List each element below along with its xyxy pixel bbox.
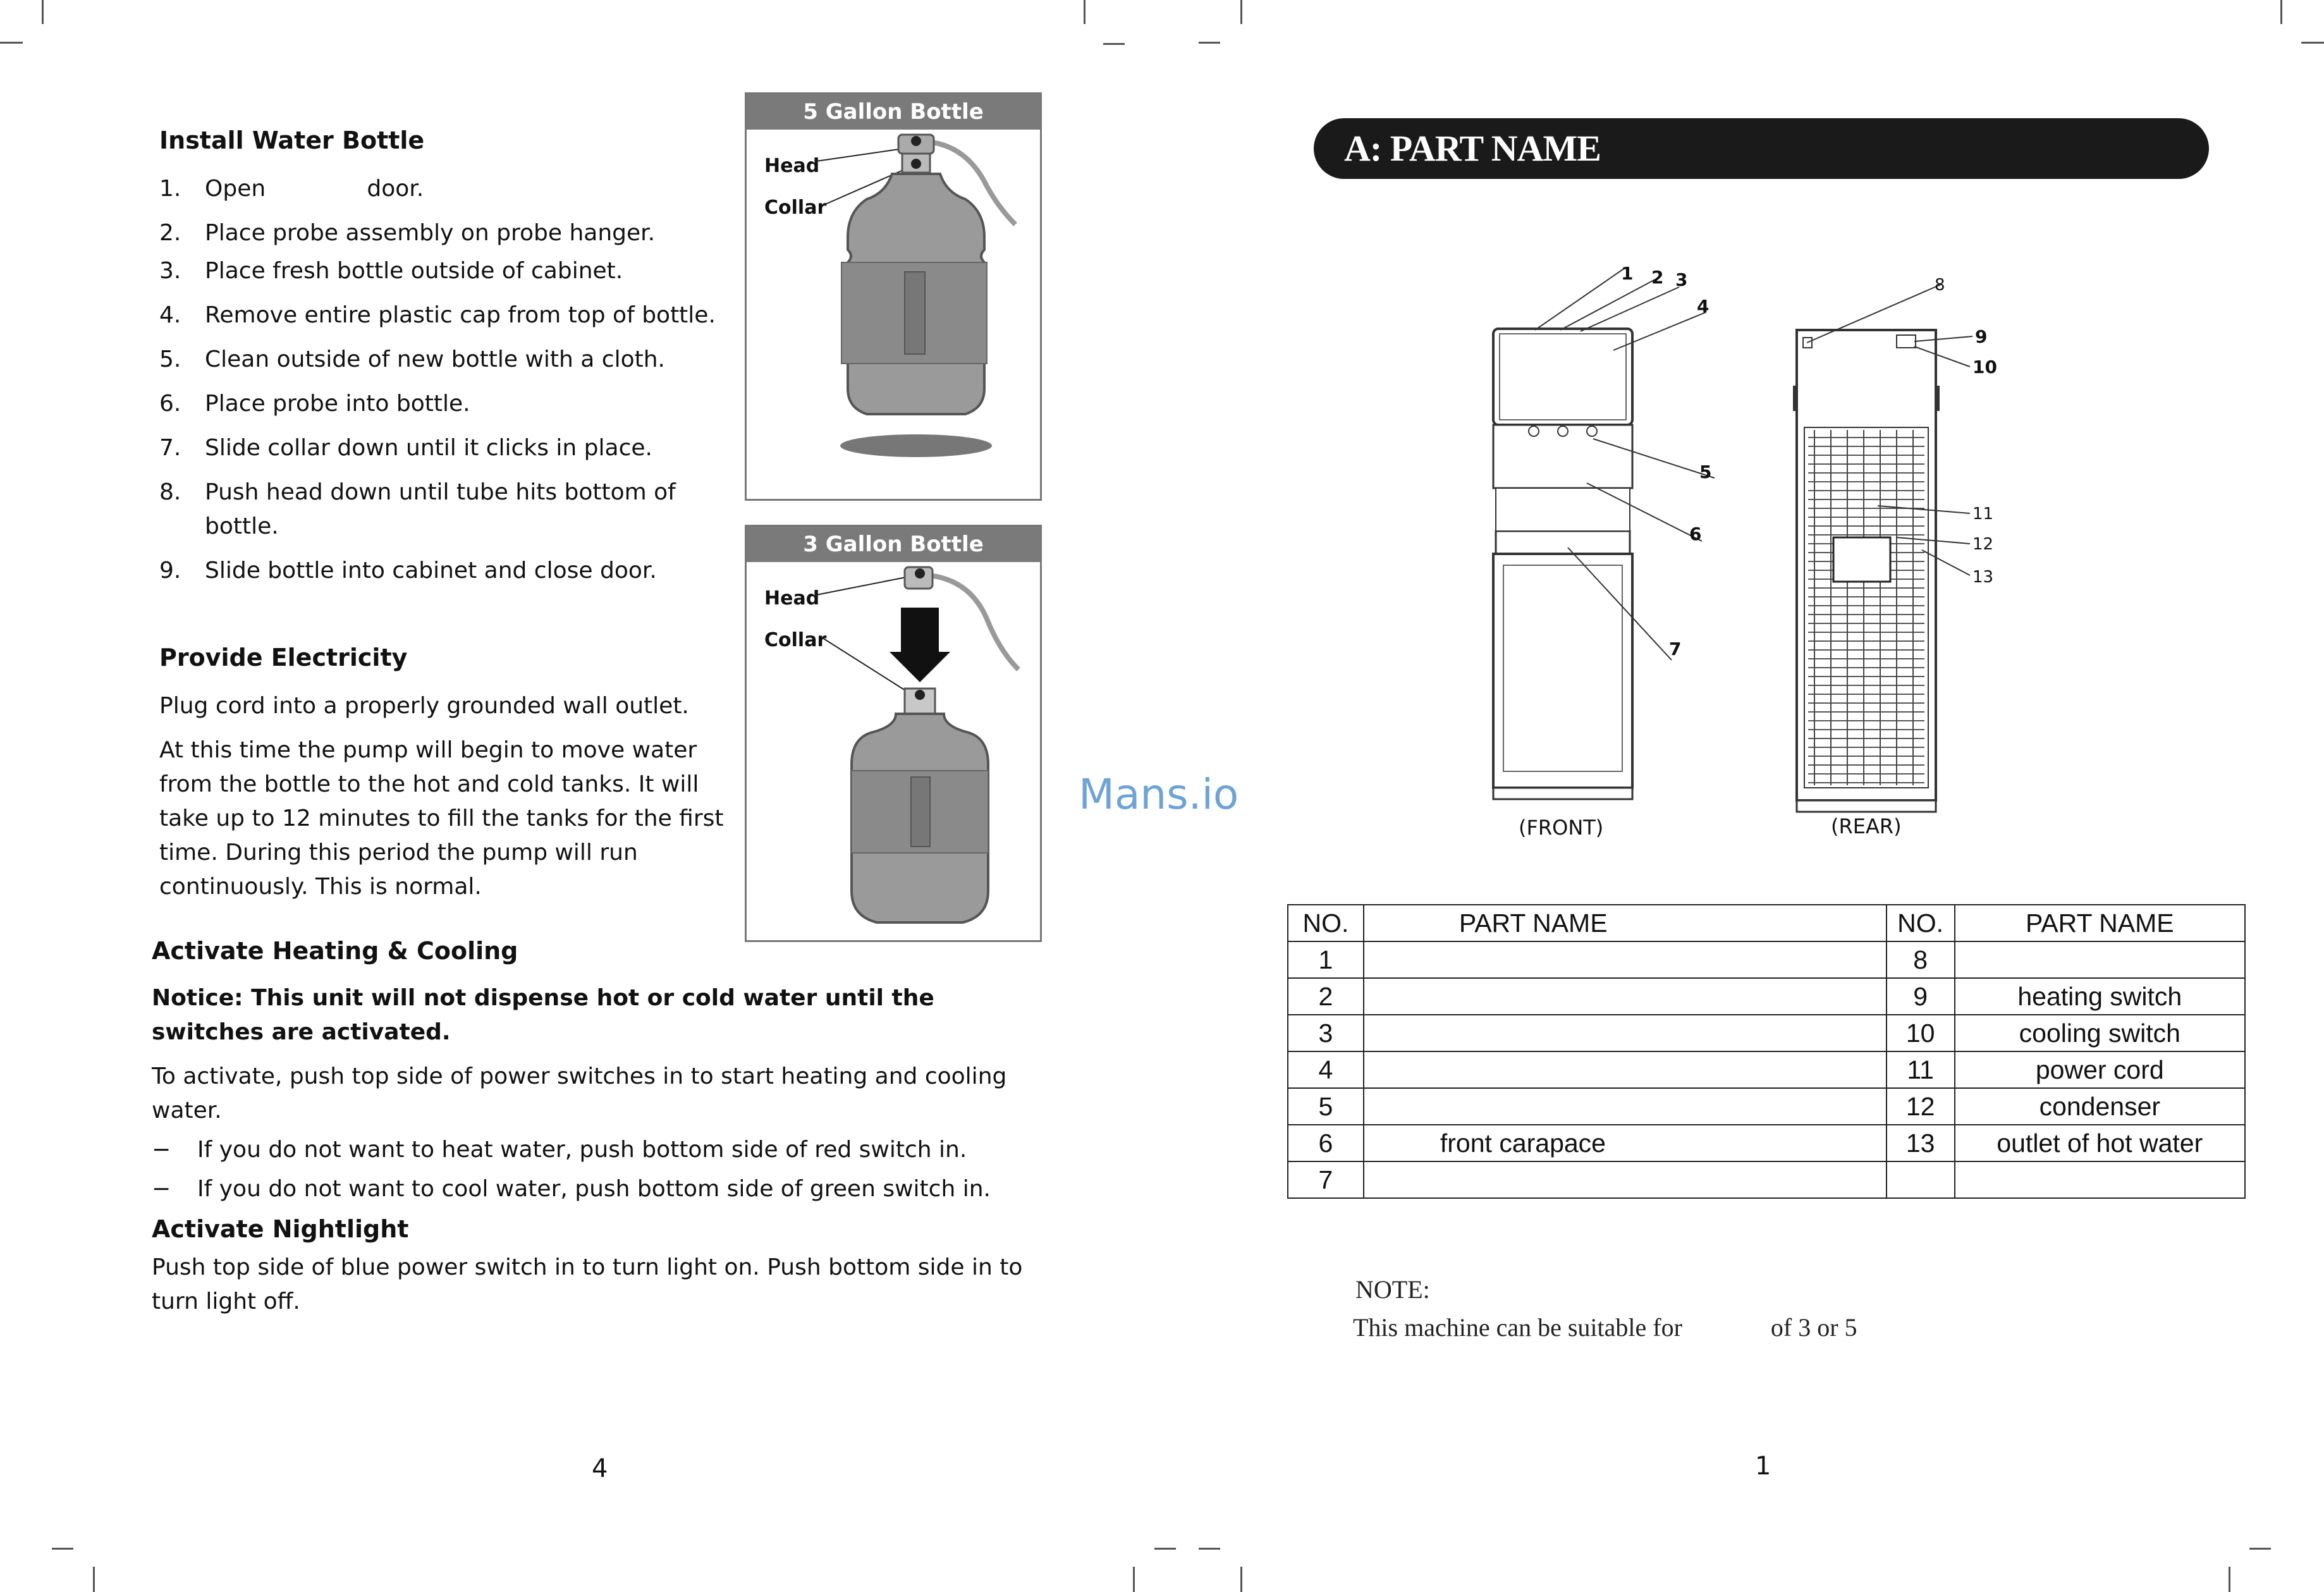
crop-mark [1133, 1567, 1135, 1592]
watermark: Mans.io [1079, 770, 1239, 819]
crop-mark [93, 1567, 95, 1592]
step-text: Place probe into bottle. [205, 391, 470, 417]
crop-mark [1154, 1548, 1176, 1550]
cell-no: 2 [1288, 978, 1364, 1015]
five-gallon-bottle-illustration [747, 130, 1040, 496]
table-row [1288, 1051, 2245, 1088]
cell-no: 6 [1288, 1125, 1364, 1161]
electricity-line1: Plug cord into a properly grounded wall outlet. [159, 693, 689, 719]
crop-mark [2280, 0, 2282, 24]
callout-label: 10 [1972, 357, 1997, 377]
three-gallon-bottle-illustration [747, 562, 1040, 938]
page-number-left: 4 [592, 1454, 608, 1483]
step-text: Slide collar down until it clicks in place. [205, 435, 652, 461]
part-name-banner [1314, 118, 2209, 179]
callout-label: 5 [1699, 462, 1712, 482]
banner-title: A: PART NAME [1344, 128, 1601, 169]
cell-name [1955, 941, 2245, 978]
cell-name [1364, 1088, 1887, 1125]
cell-no: 10 [1887, 1015, 1955, 1051]
cell-name [1955, 1161, 2245, 1198]
step-text: Push head down until tube hits bottom of bottle. [205, 479, 676, 539]
cell-no: 1 [1288, 941, 1364, 978]
callout-label: 12 [1972, 535, 1994, 554]
table-row [1288, 941, 2245, 978]
panel-3-gallon-title: 3 Gallon Bottle [747, 527, 1040, 562]
table-row [1288, 1125, 2245, 1161]
cell-no: 9 [1887, 978, 1955, 1015]
nightlight-body: Push top side of blue power switch in to turn light on. Push bottom side in to turn light off. [152, 1254, 1023, 1314]
table-row [1288, 1161, 2245, 1198]
crop-mark [1240, 1567, 1242, 1592]
cell-no: 5 [1288, 1088, 1364, 1125]
cell-name: heating switch [1955, 978, 2245, 1015]
step-text: Place fresh bottle outside of cabinet. [205, 258, 623, 284]
cell-no: 13 [1887, 1125, 1955, 1161]
step-number: 3. [159, 258, 181, 284]
cell-name [1364, 1051, 1887, 1088]
crop-mark [1103, 43, 1125, 45]
panel-5-gallon [745, 92, 1042, 501]
electricity-heading: Provide Electricity [159, 644, 408, 671]
header-no: NO. [1288, 905, 1364, 941]
step-text: Remove entire plastic cap from top of bottle. [205, 302, 716, 328]
heating-notice: Notice: This unit will not dispense hot or cold water until the switches are activated. [152, 985, 934, 1045]
head-label: Head [764, 587, 820, 609]
bullet-text: If you do not want to cool water, push bottom side of green switch in. [197, 1176, 991, 1202]
callout-label: 11 [1972, 505, 1994, 524]
crop-mark [1199, 1548, 1220, 1550]
cell-no: 7 [1288, 1161, 1364, 1198]
step-text: Place probe assembly on probe hanger. [205, 220, 656, 246]
callout-label: 1 [1621, 263, 1634, 284]
table-row [1288, 1015, 2245, 1051]
cell-name: power cord [1955, 1051, 2245, 1088]
crop-mark [42, 0, 44, 24]
crop-mark [1240, 0, 1242, 24]
collar-label: Collar [764, 197, 827, 219]
heating-heading: Activate Heating & Cooling [152, 937, 518, 965]
cell-name [1364, 978, 1887, 1015]
front-label: (FRONT) [1519, 816, 1604, 840]
cell-no: 12 [1887, 1088, 1955, 1125]
bullet-text: If you do not want to heat water, push bottom side of red switch in. [197, 1137, 967, 1163]
cell-no: 4 [1288, 1051, 1364, 1088]
table-row [1288, 978, 2245, 1015]
step-number: 2. [159, 220, 181, 246]
nightlight-heading: Activate Nightlight [152, 1215, 409, 1243]
cell-name: cooling switch [1955, 1015, 2245, 1051]
callout-label: 6 [1689, 524, 1702, 544]
step-text: Slide bottle into cabinet and close door. [205, 558, 657, 584]
panel-5-gallon-title: 5 Gallon Bottle [747, 94, 1040, 130]
cell-no: 3 [1288, 1015, 1364, 1051]
step-text: Clean outside of new bottle with a cloth. [205, 346, 665, 372]
cell-no [1887, 1161, 1955, 1198]
front-view-diagram [1467, 259, 1745, 816]
step-number: 7. [159, 435, 181, 461]
collar-label: Collar [764, 629, 827, 651]
panel-3-gallon [745, 525, 1042, 942]
cell-no: 8 [1887, 941, 1955, 978]
crop-mark [2229, 1567, 2230, 1592]
step-number: 9. [159, 558, 181, 584]
cell-name: front carapace [1364, 1125, 1887, 1161]
step-number: 4. [159, 302, 181, 328]
crop-mark [2249, 1548, 2271, 1550]
callout-label: 9 [1975, 326, 1988, 347]
cell-name: condenser [1955, 1088, 2245, 1125]
step-number: 5. [159, 346, 181, 372]
electricity-paragraph: At this time the pump will begin to move water from the bottle to the hot and cold tanks. It will take up to 12 minutes to fill the tanks for the first time. During this period the pump will run continuously. This is normal. [159, 737, 724, 900]
header-part-name: PART NAME [1955, 905, 2245, 941]
step-number: 6. [159, 391, 181, 417]
head-label: Head [764, 155, 820, 177]
heating-body: To activate, push top side of power switches in to start heating and cooling water. [152, 1063, 1007, 1124]
header-no: NO. [1887, 905, 1955, 941]
crop-mark [2301, 42, 2324, 44]
step-text: Open door. [205, 176, 424, 202]
bullet-mark: − [152, 1137, 171, 1163]
crop-mark [0, 42, 23, 44]
callout-label: 8 [1935, 276, 1945, 295]
table-row [1288, 1088, 2245, 1125]
crop-mark [52, 1548, 73, 1550]
note-label: NOTE: [1355, 1275, 1430, 1304]
step-item [159, 475, 716, 545]
parts-table [1287, 904, 2246, 1199]
cell-name: outlet of hot water [1955, 1125, 2245, 1161]
note-text: This machine can be suitable for of 3 or 5 [1353, 1313, 1857, 1342]
cell-name [1364, 1015, 1887, 1051]
page-number-right: 1 [1755, 1452, 1771, 1481]
rear-label: (REAR) [1831, 814, 1902, 838]
callout-label: 4 [1697, 296, 1709, 317]
cell-name [1364, 1161, 1887, 1198]
callout-label: 2 [1651, 267, 1664, 288]
callout-label: 3 [1675, 269, 1688, 290]
crop-mark [1084, 0, 1086, 24]
step-number: 8. [159, 479, 181, 505]
callout-label: 13 [1972, 568, 1994, 587]
callout-label: 7 [1669, 639, 1682, 659]
install-heading: Install Water Bottle [159, 126, 425, 154]
header-part-name: PART NAME [1364, 905, 1887, 941]
bullet-mark: − [152, 1176, 171, 1202]
cell-no: 11 [1887, 1051, 1955, 1088]
cell-name [1364, 941, 1887, 978]
table-header-row [1288, 905, 2245, 941]
step-number: 1. [159, 176, 181, 202]
crop-mark [1199, 42, 1220, 44]
